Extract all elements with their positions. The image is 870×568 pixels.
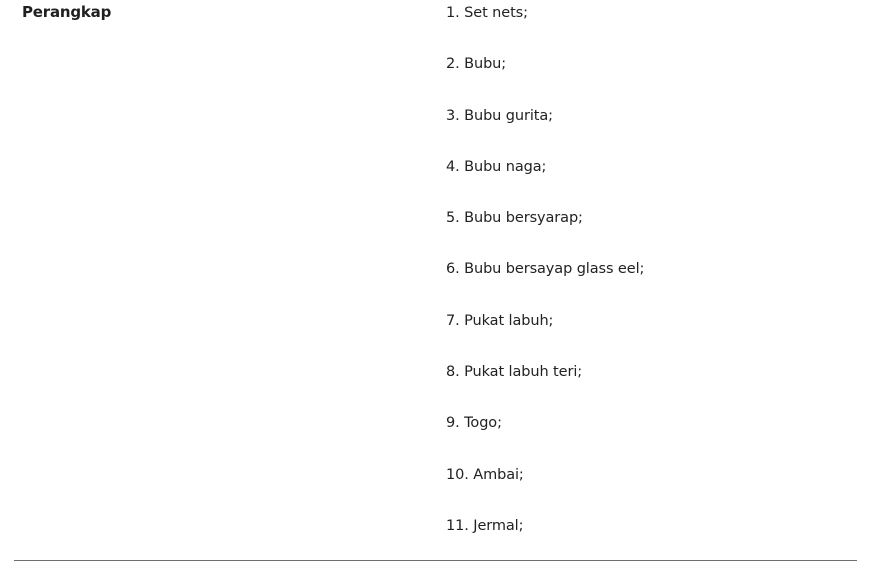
list-item: 2. Bubu; bbox=[446, 56, 507, 73]
list-item: 8. Pukat labuh teri; bbox=[446, 364, 583, 381]
list-item: 11. Jermal; bbox=[446, 517, 524, 534]
gear-list bbox=[446, 3, 644, 567]
category-label: Perangkap bbox=[22, 3, 112, 21]
list-item: 6. Bubu bersayap glass eel; bbox=[446, 261, 645, 278]
list-item: 10. Ambai; bbox=[446, 466, 524, 483]
list-item: 1. Set nets; bbox=[446, 5, 528, 21]
list-item: 5. Bubu bersyarap; bbox=[446, 210, 583, 227]
list-item: 9. Togo; bbox=[446, 415, 502, 432]
list-item: 4. Bubu naga; bbox=[446, 158, 547, 175]
row-divider bbox=[14, 560, 857, 561]
list-item: 3. Bubu gurita; bbox=[446, 107, 553, 124]
list-item: 7. Pukat labuh; bbox=[446, 312, 554, 329]
